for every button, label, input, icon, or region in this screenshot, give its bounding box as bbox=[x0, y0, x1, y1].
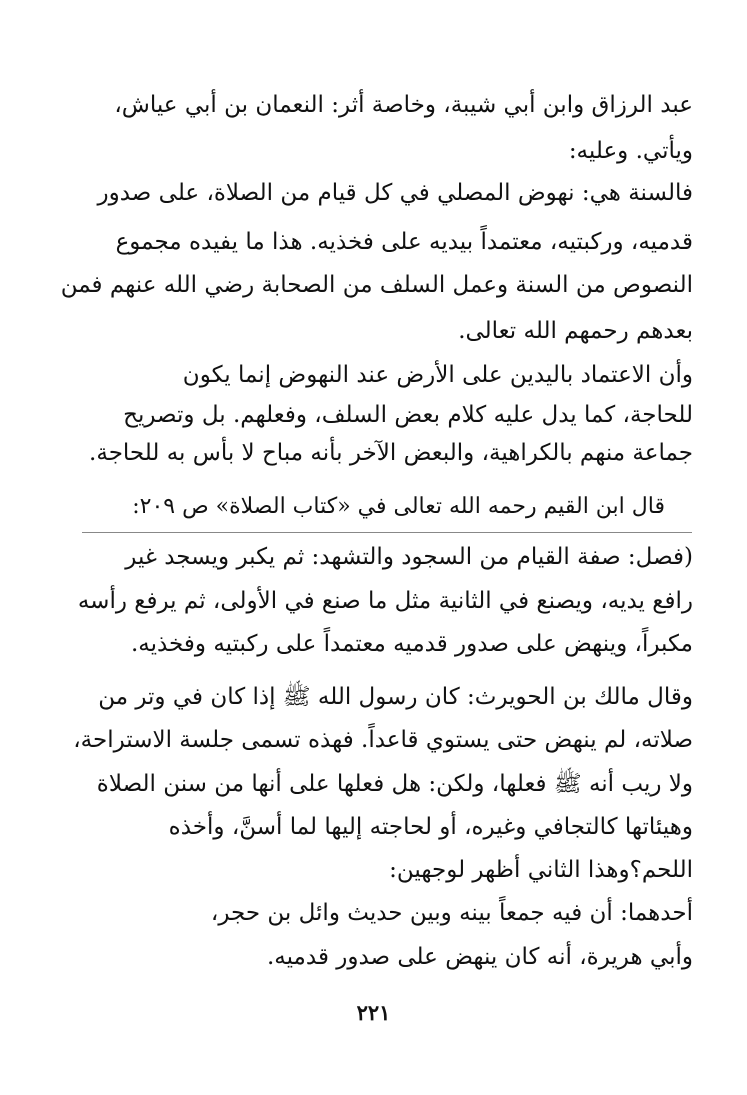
text-line: جماعة منهم بالكراهية، والبعض الآخر بأنه مباح لا بأس به للحاجة. bbox=[89, 440, 693, 466]
text-line: عبد الرزاق وابن أبي شيبة، وخاصة أثر: النعمان بن أبي عياش، bbox=[114, 92, 693, 118]
text-line: النصوص من السنة وعمل السلف من الصحابة رضي الله عنهم فمن bbox=[60, 272, 693, 298]
text-line: وهيئاتها كالتجافي وغيره، أو لحاجته إليها لما أسنَّ، وأخذه bbox=[168, 814, 693, 840]
page-number: ٢٢١ bbox=[356, 1000, 391, 1025]
text-line: وقال مالك بن الحويرث: كان رسول الله ﷺ إذا كان في وتر من bbox=[98, 684, 693, 710]
text-line: فالسنة هي: نهوض المصلي في كل قيام من الصلاة، على صدور bbox=[97, 180, 693, 206]
text-line: ولا ريب أنه ﷺ فعلها، ولكن: هل فعلها على أنها من سنن الصلاة bbox=[96, 771, 693, 797]
text-line: أحدهما: أن فيه جمعاً بينه وبين حديث وائل بن حجر، bbox=[210, 900, 693, 926]
text-line: رافع يديه، ويصنع في الثانية مثل ما صنع في الأولى، ثم يرفع رأسه bbox=[77, 588, 693, 614]
text-line: قدميه، وركبتيه، معتمداً بيديه على فخذيه. هذا ما يفيده مجموع bbox=[115, 229, 693, 255]
text-line: وأن الاعتماد باليدين على الأرض عند النهوض إنما يكون bbox=[182, 362, 693, 388]
text-line: (فصل: صفة القيام من السجود والتشهد: ثم يكبر ويسجد غير bbox=[125, 544, 693, 570]
text-line: اللحم؟وهذا الثاني أظهر لوجهين: bbox=[389, 857, 693, 883]
quote-heading: قال ابن القيم رحمه الله تعالى في «كتاب الصلاة» ص ٢٠٩: bbox=[132, 494, 665, 519]
text-line: ويأتي. وعليه: bbox=[568, 138, 693, 164]
text-line: مكبراً، وينهض على صدور قدميه معتمداً على ركبتيه وفخذيه. bbox=[130, 631, 693, 657]
text-line: صلاته، لم ينهض حتى يستوي قاعداً. فهذه تسمى جلسة الاستراحة، bbox=[73, 727, 693, 753]
text-line: وأبي هريرة، أنه كان ينهض على صدور قدميه. bbox=[266, 944, 693, 970]
text-line: للحاجة، كما يدل عليه كلام بعض السلف، وفعلهم. بل وتصريح bbox=[123, 402, 693, 428]
text-line: بعدهم رحمهم الله تعالى. bbox=[458, 318, 693, 344]
divider bbox=[82, 532, 692, 533]
